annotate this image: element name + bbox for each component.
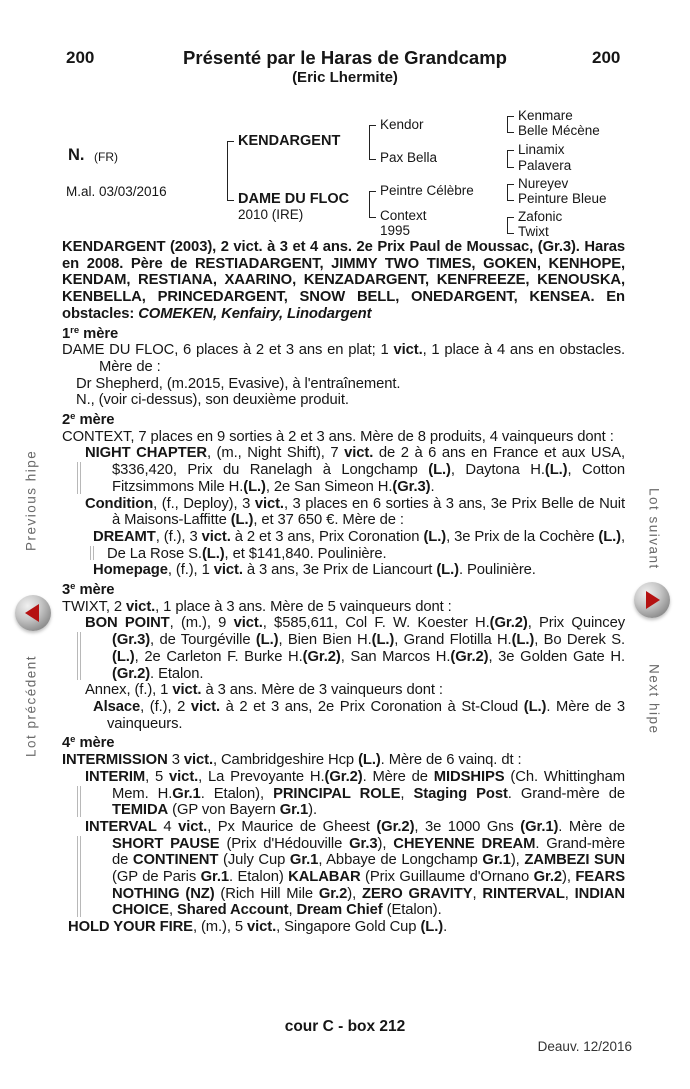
- great-grandparent-7: Zafonic: [518, 209, 563, 224]
- heading-third-dam: 3e mère: [62, 581, 115, 599]
- great-grandparent-2: Belle Mécène: [518, 123, 600, 138]
- dam-year: 2010 (IRE): [238, 207, 304, 222]
- previous-lot-button[interactable]: [15, 595, 51, 631]
- produce-tramline: [77, 786, 81, 817]
- entry-night-chapter: NIGHT CHAPTER, (m., Night Shift), 7 vict. de 2 à 6 ans en France et aux USA, $336,420, Prix du Ranelagh à Longchamp (L.), Daytona H.(L.), Cotton Fitzsimmons Mile H.(L.), 2e San Simeon H.(Gr.3).: [62, 445, 625, 495]
- dam-name: DAME DU FLOC: [238, 191, 350, 207]
- produce-tramline: [77, 836, 81, 917]
- pedigree-bracket-gg2: [507, 150, 514, 168]
- entry-interval: INTERVAL 4 vict., Px Maurice de Gheest (Gr.2), 3e 1000 Gns (Gr.1). Mère de SHORT PAUSE (Prix d'Hédouville Gr.3), CHEYENNE DREAM. Grand-mère de CONTINENT (July Cup Gr.1, Abbaye de Longchamp Gr.1), ZAMBEZI SUN (GP de Paris Gr.1. Etalon) KALABAR (Prix Guillaume d'Ornano Gr.2), FEARS NOTHING (NZ) (Rich Hill Mile Gr.2), ZERO GRAVITY, RINTERVAL, INDIAN CHOICE, Shared Account, Dream Chief (Etalon).: [62, 819, 625, 919]
- heading-first-dam: 1re mère: [62, 324, 119, 342]
- pedigree-bracket-gg1: [507, 116, 514, 133]
- produce-tramline: [90, 546, 94, 560]
- catalog-edition: Deauv. 12/2016: [537, 1039, 632, 1054]
- box-location: cour C - box 212: [284, 1018, 406, 1035]
- entry-annex: Annex, (f.), 1 vict. à 3 ans. Mère de 3 vainqueurs dont :: [85, 682, 443, 699]
- heading-fourth-dam: 4e mère: [62, 734, 115, 752]
- entry-condition: Condition, (f., Deploy), 3 vict., 3 places en 6 sorties à 3 ans, 3e Prix Belle de Nuit à Maisons-Laffitte (L.), et 37 650 €. Mère de :: [85, 495, 625, 529]
- entry-alsace: Alsace, (f.), 2 vict. à 2 et 3 ans, 2e Prix Coronation à St-Cloud (L.). Mère de 3 vainqueurs.: [93, 698, 625, 732]
- lot-precedent-label: Lot précédent: [23, 654, 39, 758]
- produce-tramline: [77, 462, 81, 493]
- great-grandparent-5: Nureyev: [518, 176, 569, 191]
- produce-dr-shepherd: Dr Shepherd, (m.2015, Evasive), à l'entraînement.: [76, 375, 401, 392]
- entry-homepage: Homepage, (f.), 1 vict. à 3 ans, 3e Prix de Liancourt (L.). Poulinière.: [93, 562, 536, 579]
- great-grandparent-6: Peinture Bleue: [518, 191, 607, 206]
- pedigree-bracket-gg4: [507, 217, 514, 234]
- entry-hold-your-fire: HOLD YOUR FIRE, (m.), 5 vict., Singapore Gold Cup (L.).: [68, 919, 448, 936]
- heading-second-dam: 2e mère: [62, 411, 115, 429]
- entry-bon-point: BON POINT, (m.), 9 vict., $585,611, Col F. W. Koester H.(Gr.2), Prix Quincey (Gr.3), de Tourgéville (L.), Bien Bien H.(L.), Grand Flotilla H.(L.), Bo Derek S.(L.), 2e Carleton F. Burke H.(Gr.2), San Marcos H.(Gr.2), 3e Golden Gate H.(Gr.2). Etalon.: [62, 615, 625, 682]
- third-dam-record: TWIXT, 2 vict., 1 place à 3 ans. Mère de 5 vainqueurs dont :: [62, 598, 452, 615]
- second-dam-record: CONTEXT, 7 places en 9 sorties à 2 et 3 ans. Mère de 8 produits, 4 vainqueurs dont :: [62, 428, 614, 445]
- granddam-2: Context: [380, 208, 427, 223]
- produce-n: N., (voir ci-dessus), son deuxième produit.: [76, 392, 349, 409]
- sire-summary: KENDARGENT (2003), 2 vict. à 3 et 4 ans. 2e Prix Paul de Moussac, (Gr.3). Haras en 2008. Père de RESTIADARGENT, JIMMY TWO TIMES, GOKEN, KENHOPE, KENDAM, RESTIANA, XAARINO, KENZADARGENT, KENFREEZE, KENOUSKA, KENBELLA, PRINCEDARGENT, SNOW BELL, ONEDARGENT, KENSEA. En obstacles: COMEKEN, Kenfairy, Linodargent: [62, 239, 625, 322]
- great-grandparent-1: Kenmare: [518, 108, 573, 123]
- arrow-right-icon: [646, 591, 660, 609]
- lot-number-right: 200: [592, 48, 621, 67]
- entry-dreamt: DREAMT, (f.), 3 vict. à 2 et 3 ans, Prix Coronation (L.), 3e Prix de la Cochère (L.), De La Rose S.(L.), et $141,840. Poulinière.: [62, 529, 625, 562]
- grandsire-2: Peintre Célèbre: [380, 183, 474, 198]
- produce-tramline: [77, 632, 81, 680]
- body-text: [62, 239, 625, 936]
- great-grandparent-8: Twixt: [518, 224, 549, 239]
- great-grandparent-4: Palavera: [518, 158, 572, 173]
- page-subtitle: (Eric Lhermite): [292, 69, 398, 86]
- arrow-left-icon: [25, 604, 39, 622]
- entry-interim: INTERIM, 5 vict., La Prevoyante H.(Gr.2). Mère de MIDSHIPS (Ch. Whittingham Mem. H.Gr.1. Etalon), PRINCIPAL ROLE, Staging Post. Grand-mère de TEMIDA (GP von Bayern Gr.1).: [62, 769, 625, 819]
- subject-name: N.: [68, 146, 85, 164]
- next-lot-button[interactable]: [634, 582, 670, 618]
- grandsire-1: Kendor: [380, 117, 424, 132]
- pedigree-bracket-main: [227, 141, 234, 201]
- pedigree-bracket-sire: [369, 125, 376, 160]
- pedigree-tree: [0, 0, 690, 250]
- subject-suffix: (FR): [94, 150, 118, 164]
- first-dam-record: DAME DU FLOC, 6 places à 2 et 3 ans en plat; 1 vict., 1 place à 4 ans en obstacles. Mère de :: [62, 342, 626, 375]
- fourth-dam-record: INTERMISSION 3 vict., Cambridgeshire Hcp (L.). Mère de 6 vainq. dt :: [62, 752, 522, 769]
- pedigree-bracket-gg3: [507, 184, 514, 201]
- granddam-2-year: 1995: [380, 223, 411, 238]
- lot-number-left: 200: [66, 48, 95, 67]
- granddam-1: Pax Bella: [380, 150, 438, 165]
- sire-name: KENDARGENT: [238, 133, 341, 149]
- previous-hipe-label: Previous hipe: [23, 449, 39, 551]
- lot-suivant-label: Lot suivant: [646, 488, 662, 570]
- page-title: Présenté par le Haras de Grandcamp: [183, 47, 507, 68]
- great-grandparent-3: Linamix: [518, 142, 565, 157]
- foaling-date: M.al. 03/03/2016: [66, 184, 167, 199]
- next-hipe-label: Next hipe: [646, 663, 662, 735]
- pedigree-bracket-dam: [369, 191, 376, 218]
